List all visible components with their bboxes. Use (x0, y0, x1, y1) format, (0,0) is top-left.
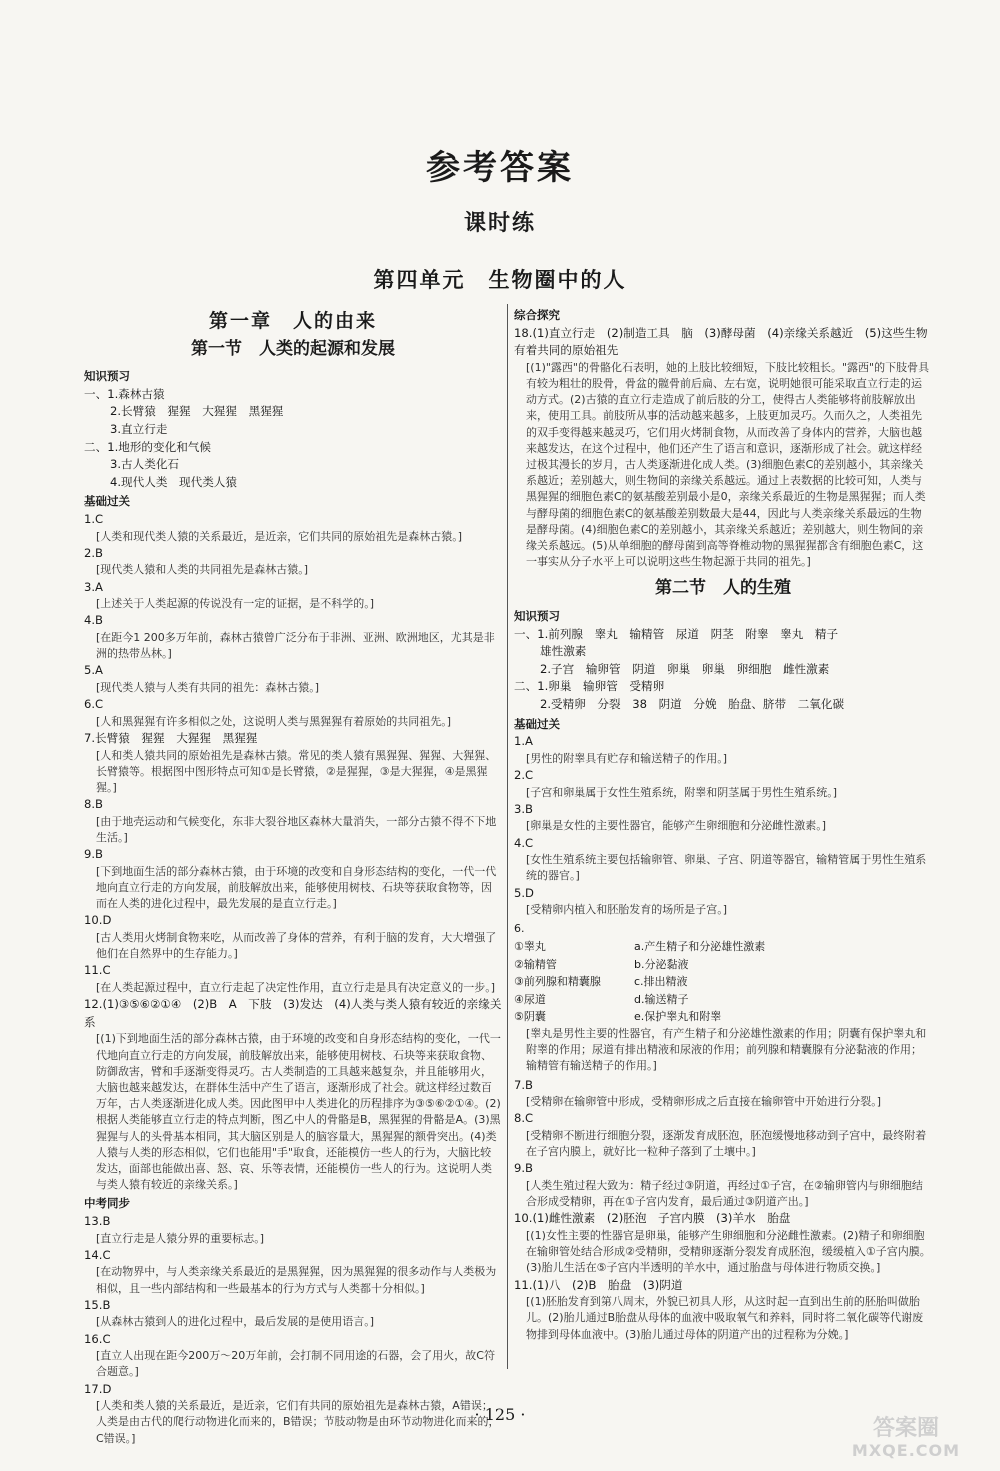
answer: 5.A (84, 663, 103, 678)
answer: 12.(1)③⑤⑥②①④ (2)B A 下肢 (3)发达 (4)人类与类人猿有较近的亲缘关系 (84, 997, 502, 1029)
answer-block (84, 846, 502, 912)
answer-block (84, 1297, 502, 1331)
answer: 9.B (84, 847, 104, 862)
label-preview: 知识预习 (514, 609, 560, 624)
answer-block (514, 1160, 932, 1210)
match-row (514, 991, 932, 1009)
explanation: [女性生殖系统主要包括输卵管、卵巢、子宫、阴道等器官，输精管属于男性生殖系统的器官。] (526, 853, 927, 883)
explanation: [受精卵在输卵管中形成，受精卵形成之后直接在输卵管中开始进行分裂。] (526, 1095, 882, 1109)
match-right: c.排出精液 (634, 975, 688, 989)
explanation: [人和黑猩猩有许多相似之处，这说明人类与黑猩猩有着原始的共同祖先。] (96, 714, 452, 728)
explanation: [人和类人猿共同的原始祖先是森林古猿。常见的类人猿有黑猩猩、猩猩、大猩猩、长臂猿等。根据图中图形特点可知①是长臂猿，②是猩猩，③是大猩猩，④是黑猩猩。] (96, 748, 497, 794)
column-divider (507, 304, 508, 1369)
preview-line: 3.直立行走 (110, 421, 168, 436)
match-left: ③前列腺和精囊腺 (514, 975, 601, 989)
preview-line: 二、1.卵巢 输卵管 受精卵 (514, 679, 665, 694)
explanation: [睾丸是男性主要的性器官，有产生精子和分泌雄性激素的作用；阴囊有保护睾丸和附睾的作用；尿道有排出精液和尿液的作用；前列腺和精囊腺有分泌黏液的作用；输精管有输送精子的作用。] (526, 1026, 927, 1073)
explanation: [下到地面生活的部分森林古猿，由于环境的改变和自身形态结构的变化，一代一代地向直立行走的方向发展，前肢解放出来，能够使用树枝、石块等获取食物等，因而在人类的进化过程中，最先发展的是直立行走。] (96, 864, 497, 911)
answer: 17.D (84, 1381, 112, 1396)
title-sub: 课时练 (463, 210, 536, 236)
explanation: [人类生殖过程大致为：精子经过③阴道，再经过①子宫，在②输卵管内与卵细胞结合形成受精卵，再在①子宫内发育，最后通过③阴道产出。] (526, 1178, 923, 1209)
matching-question (514, 920, 932, 1074)
answer: 11.C (84, 963, 111, 978)
explanation: [受精卵不断进行细胞分裂，逐渐发育成胚泡，胚泡缓慢地移动到子宫中，最终附着在子宫内膜上，就好比一粒种子落到了土壤中。] (526, 1128, 927, 1159)
section-title: 第二节 人的生殖 (655, 578, 791, 599)
answer: 6.C (84, 697, 104, 712)
answer: 10.D (84, 913, 112, 928)
explanation: [(1)女性主要的性器官是卵巢，能够产生卵细胞和分泌雌性激素。(2)精子和卵细胞在输卵管处结合形成②受精卵，受精卵逐渐分裂发育成胚泡，缓缓植入①子宫内膜。(3)胎儿生活在⑤子宫内半透明的羊水中，通过胎盘与母体进行物质交换。] (526, 1228, 931, 1275)
explanation: [人类和现代类人猿的关系最近，是近亲，它们共同的原始祖先是森林古猿。] (96, 529, 463, 543)
explanation: [(1)"露西"的骨骼化石表明，她的上肢比较细短，下肢比较粗长。"露西"的下肢骨具有较为粗壮的股骨，骨盆的髋骨前后扁、左右宽，说明她很可能采取直立行走的运动方式。(2)古猿的直立行走造成了前后肢的分工，使得古人类能够将前肢解放出来，使用工具。前肢所从事的活动越来越多，上肢更加灵巧。久而久之，人类祖先的双手变得越来越灵巧，它们用火烤制食物，从而改善了身体内的营养，大脑也越来越发达，在这个过程中，他们还产生了语言和意识，逐渐形成了社会。就这样经过极其漫长的岁月，古人类逐渐进化成人类。(3)细胞色素C的差别越小，其亲缘关系越近；差别越大，则生物间的亲缘关系越远。通过上表数据的比较可知，人类与黑猩猩的细胞色素C的氨基酸差别最小是0，亲缘关系最近的生物是黑猩猩；而人类与酵母菌的细胞色素C的氨基酸差别数最大是44，因此与人类亲缘关系最远的生物是酵母菌。(4)细胞色素C的差别越小，其亲缘关系越近；差别越大，则生物间的亲缘关系越远。(5)从单细胞的酵母菌到高等脊椎动物的黑猩猩都含有细胞色素C，这一事实从分子水平上可以说明这些生物起源于共同的祖先。] (526, 360, 930, 569)
answer: 3.B (514, 801, 534, 816)
explanation: [由于地壳运动和气候变化，东非大裂谷地区森林大量消失，一部分古猿不得不下地生活。] (96, 814, 497, 844)
answer: 11.(1)八 (2)B 胎盘 (3)阴道 (514, 1277, 683, 1292)
page-number: · 125 · (474, 1405, 526, 1424)
title-main: 参考答案 (426, 148, 574, 188)
answer-block (84, 796, 502, 846)
question-number: 6. (514, 922, 525, 936)
preview-line: 一、1.森林古猿 (84, 386, 165, 401)
explanation: [在人类起源过程中，直立行走起了决定性作用，直立行走是具有决定意义的一步。] (96, 980, 496, 994)
watermark-logo (826, 1418, 986, 1462)
preview-line: 二、1.地形的变化和气候 (84, 439, 211, 454)
section-title: 第一节 人类的起源和发展 (191, 338, 395, 359)
answer: 18.(1)直立行走 (2)制造工具 脑 (3)酵母菌 (4)亲缘关系越近 (5)这些生物有着共同的原始祖先 (514, 325, 928, 358)
explanation: [现代类人猿与人类有共同的祖先：森林古猿。] (96, 680, 320, 694)
answer-block (514, 1110, 932, 1160)
answer: 2.B (84, 545, 104, 560)
match-left: ②输精管 (514, 957, 557, 971)
answer-block (514, 885, 932, 919)
answer-block (84, 1331, 502, 1381)
match-row (514, 973, 932, 991)
match-right: b.分泌黏液 (634, 957, 689, 971)
match-right: e.保护睾丸和附睾 (634, 1010, 722, 1024)
watermark-text: 答案圈 (872, 1416, 939, 1441)
answer-block (84, 1247, 502, 1297)
watermark-url: MXQE.COM (851, 1441, 961, 1460)
answer-block (514, 1077, 932, 1111)
answer-block (514, 801, 932, 835)
match-right: d.输送精子 (634, 992, 689, 1006)
answer-block (514, 767, 932, 801)
left-column (84, 305, 502, 1447)
label-preview: 知识预习 (84, 369, 130, 384)
answer: 16.C (84, 1331, 111, 1346)
label-explore: 综合探究 (514, 308, 560, 322)
explanation: [男性的附睾具有贮存和输送精子的作用。] (526, 751, 728, 765)
match-right: a.产生精子和分泌雄性激素 (634, 939, 766, 953)
preview-line: 2.子宫 输卵管 阴道 卵巢 卵巢 卵细胞 雌性激素 (540, 661, 830, 676)
answer: 15.B (84, 1297, 111, 1312)
explanation: [(1)下到地面生活的部分森林古猿，由于环境的改变和自身形态结构的变化，一代一代地向直立行走的方向发展，前肢解放出来，能够使用树枝、石块等来获取食物、防御敌害，臂和手逐渐变得灵巧。古人类制造的工具越来越复杂，并且能够用火，大脑也越来越发达，在群体生活中产生了语言，逐渐形成了社会。就这样经过数百万年，古人类逐渐进化成人类。因此图甲中人类进化的历程排序为③⑤⑥②①④。(2)根据人类能够直立行走的特点判断，图乙中人的骨骼是B，黑猩猩的骨骼是A。(3)黑猩猩与人的头骨基本相同，其大脑区别是人的脑容量大，黑猩猩的额骨突出。(4)类人猿与人类的形态相似，它们也能用"手"取食，还能模仿一些人的行为，大脑比较发达，面部也能做出喜、怒、哀、乐等表情，还能模仿一些人的行为。这说明人类与类人猿有较近的亲缘关系。] (96, 1032, 501, 1192)
title-unit: 第四单元 生物圈中的人 (373, 267, 627, 292)
answer-block (84, 612, 502, 662)
answer: 1.C (84, 511, 104, 526)
answer-block (84, 912, 502, 962)
explanation: [古人类用火烤制食物来吃，从而改善了身体的营养，有利于脑的发育，大大增强了他们在自然界中的生存能力。] (96, 930, 497, 961)
answer: 8.C (514, 1111, 534, 1126)
answer-block (84, 1213, 502, 1247)
explanation: [在动物界中，与人类亲缘关系最近的是黑猩猩，因为黑猩猩的很多动作与人类极为相似，且一些内部结构和一些最基本的行为方式与人类都十分相似。] (96, 1265, 497, 1295)
answer: 13.B (84, 1213, 111, 1228)
preview-line: 2.受精卵 分裂 38 阴道 分娩 胎盘、脐带 二氧化碳 (540, 696, 845, 711)
right-column (514, 305, 932, 1343)
explanation: [子宫和卵巢属于女性生殖系统，附睾和阴茎属于男性生殖系统。] (526, 785, 838, 799)
label-basic: 基础过关 (84, 494, 130, 509)
answer-block (84, 696, 502, 730)
preview-line: 雄性激素 (540, 644, 587, 659)
explanation: [从森林古猿到人的进化过程中，最后发展的是使用语言。] (96, 1315, 375, 1329)
answer: 9.B (514, 1161, 534, 1176)
answer-block (514, 325, 932, 571)
preview-line: 4.现代人类 现代类人猿 (110, 474, 237, 489)
match-left: ⑤阴囊 (514, 1010, 546, 1024)
answer: 14.C (84, 1247, 111, 1262)
answer-block (84, 662, 502, 696)
label-exam: 中考同步 (84, 1196, 130, 1211)
answer: 10.(1)雌性激素 (2)胚泡 子宫内膜 (3)羊水 胎盘 (514, 1211, 791, 1226)
answer-block (84, 730, 502, 796)
label-basic: 基础过关 (514, 716, 560, 731)
match-row (514, 956, 932, 974)
match-left: ④尿道 (514, 992, 546, 1006)
answer-block (84, 996, 502, 1193)
answer: 7.长臂猿 猩猩 大猩猩 黑猩猩 (84, 730, 258, 745)
explanation: [在距今1 200多万年前，森林古猿曾广泛分布于非洲、亚洲、欧洲地区，尤其是非洲的热带丛林。] (96, 630, 495, 661)
match-row (514, 1008, 932, 1026)
answer-block (514, 835, 932, 885)
answer: 7.B (514, 1077, 534, 1092)
answer-block (84, 511, 502, 545)
explanation: [人类和类人猿的关系最近，是近亲，它们有共同的原始祖先是森林古猿，A错误；人类是由古代的爬行动物进化而来的，B错误；节肢动物是由环节动物进化而来的，C错误。] (96, 1399, 500, 1445)
explanation: [直立行走是人猿分界的重要标志。] (96, 1231, 265, 1245)
answer: 5.D (514, 885, 534, 900)
explanation: [直立人出现在距今200万～20万年前，会打制不同用途的石器，会了用火，故C符合题意。] (96, 1349, 495, 1379)
answer: 4.C (514, 835, 534, 850)
answer-block (514, 1210, 932, 1276)
explanation: [(1)胚胎发育到第八周末，外貌已初具人形，从这时起一直到出生前的胚胎叫做胎儿。(2)胎儿通过B胎盘从母体的血液中吸取氧气和养料，同时将二氧化碳等代谢废物排到母体血液中。(3)胎儿通过母体的阴道产出的过程称为分娩。] (526, 1295, 924, 1341)
answer-block (84, 579, 502, 613)
explanation: [受精卵内植入和胚胎发育的场所是子宫。] (526, 903, 728, 917)
explanation: [现代类人猿和人类的共同祖先是森林古猿。] (96, 563, 309, 577)
answer: 4.B (84, 613, 104, 628)
match-left: ①睾丸 (514, 939, 546, 953)
explanation: [上述关于人类起源的传说没有一定的证据，是不科学的。] (96, 597, 375, 611)
match-row (514, 938, 932, 956)
answer-block (514, 733, 932, 767)
preview-line: 2.长臂猿 猩猩 大猩猩 黑猩猩 (110, 404, 284, 419)
answer: 8.B (84, 797, 104, 812)
explanation: [卵巢是女性的主要性器官，能够产生卵细胞和分泌雌性激素。] (526, 819, 827, 833)
answer-block (84, 962, 502, 996)
answer-block (514, 1277, 932, 1343)
preview-line: 3.古人类化石 (110, 457, 180, 472)
preview-line: 一、1.前列腺 睾丸 输精管 尿道 阴茎 附睾 睾丸 精子 (514, 626, 839, 641)
answer: 2.C (514, 767, 534, 782)
answer: 3.A (84, 579, 103, 594)
answer: 1.A (514, 734, 533, 749)
chapter-title: 第一章 人的由来 (208, 310, 377, 332)
answer-block (84, 545, 502, 579)
